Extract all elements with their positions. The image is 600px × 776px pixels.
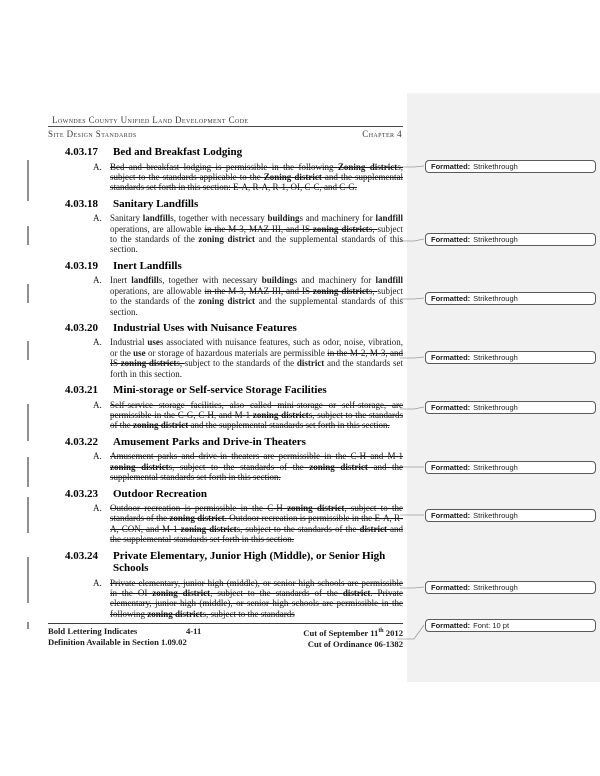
formatted-comment-balloon[interactable]	[425, 401, 596, 414]
formatted-comment-balloon[interactable]	[425, 509, 596, 522]
text-run: th	[378, 628, 384, 635]
text-run: Zoning district	[337, 161, 398, 172]
text-run: in the M-3, MAZ III, and IS	[204, 285, 313, 296]
section-item	[48, 451, 403, 482]
section-item	[48, 337, 403, 379]
text-run: in the M-3, MAZ III, and IS	[204, 223, 313, 234]
item-marker: A.	[93, 451, 102, 462]
text-run: Amusement parks and drive-in theaters are permissible in the C-H and M-1	[110, 451, 403, 462]
section-number: 4.03.22	[65, 435, 98, 448]
text-run: s and machinery for	[299, 213, 376, 224]
item-marker: A.	[93, 161, 102, 172]
section-item	[48, 162, 403, 193]
text-run: zoning district	[198, 234, 256, 245]
page-content	[48, 115, 403, 649]
text-run: Zoning district	[263, 171, 322, 182]
text-run: subject to the standards of the	[184, 358, 297, 369]
section-item	[48, 503, 403, 545]
text-run: Self-service storage facilities, also called mini-storage or self-storage, are permissible in the C-G, C-H, and M-1	[110, 399, 403, 420]
text-run: . Private elementary, junior high (middle), or senior high schools are permissible in the following	[110, 588, 403, 619]
text-run: landfill	[131, 275, 159, 286]
text-run: zoning district	[169, 513, 225, 524]
section-item	[48, 578, 403, 620]
text-run: s associated with nuisance features, such as odor, noise, vibration, or the	[110, 337, 403, 358]
balloon-value: Strikethrough	[473, 582, 518, 592]
balloon-value: Strikethrough	[473, 510, 518, 520]
balloon-label: Formatted:	[431, 293, 471, 303]
footer-rule	[48, 623, 403, 624]
text-run: and the supplemental standards of this section.	[110, 296, 404, 317]
text-run: s,	[368, 223, 378, 234]
formatted-comment-balloon[interactable]	[425, 160, 596, 173]
code-section	[48, 436, 403, 483]
text-run: and the supplemental standards of this section.	[110, 234, 404, 255]
balloon-value: Font: 10 pt	[473, 620, 510, 630]
formatted-comment-balloon[interactable]	[425, 461, 596, 474]
text-run: zoning district	[198, 296, 256, 307]
text-run: and the standards set forth in this section.	[110, 358, 403, 379]
section-title: Mini-storage or Self-service Storage Facilities	[113, 384, 327, 397]
revision-change-bar	[27, 284, 29, 303]
section-title: Industrial Uses with Nuisance Features	[113, 321, 297, 334]
text-run: s, subject to the standards of the	[236, 523, 360, 534]
revision-change-bar	[27, 457, 29, 487]
item-text	[110, 337, 403, 379]
code-section	[48, 322, 403, 379]
section-heading	[48, 146, 403, 159]
item-text	[110, 451, 403, 482]
item-marker: A.	[93, 337, 102, 348]
section-item	[48, 275, 403, 317]
text-run: zoning district	[252, 410, 309, 420]
text-run: s, subject to the standards of the	[168, 461, 310, 472]
footer-page-number: 4-11	[186, 626, 202, 637]
text-run: Private elementary, junior high (middle), or senior high schools are permissible in the OI	[110, 577, 403, 599]
sections-container	[48, 146, 403, 619]
text-run: zoning district	[152, 588, 211, 599]
balloon-label: Formatted:	[431, 161, 471, 171]
text-run: use	[133, 347, 146, 358]
section-heading	[48, 322, 403, 335]
text-run: Sanitary	[110, 213, 143, 224]
code-section	[48, 260, 403, 317]
revision-change-bar	[27, 160, 29, 201]
text-run: landfill	[375, 213, 403, 224]
footer-note-line1: Bold Lettering Indicates	[48, 626, 138, 637]
revision-change-bar	[27, 497, 29, 533]
text-run: operations, are allowable	[110, 223, 205, 234]
footer-note	[48, 626, 187, 649]
text-run: zoning district	[133, 420, 189, 431]
text-run: and the supplemental standards set forth in this section.	[110, 523, 403, 545]
section-number: 4.03.17	[65, 146, 98, 158]
section-heading	[48, 550, 403, 575]
text-run: s, subject to the standards	[202, 608, 295, 619]
footer-cut-ordinance: Cut of Ordinance 06-1382	[307, 638, 403, 649]
text-run: zoning district	[147, 608, 203, 619]
revision-change-bar	[27, 622, 29, 629]
text-run: s, subject to the standards of the	[110, 410, 404, 431]
item-text	[110, 400, 403, 431]
section-item	[48, 213, 403, 255]
section-number: 4.03.20	[65, 321, 98, 334]
text-run: operations, are allowable	[110, 285, 205, 296]
section-heading	[48, 260, 403, 273]
text-run: zoning district	[180, 523, 237, 534]
text-run: s,	[368, 285, 378, 296]
item-marker: A.	[93, 503, 102, 514]
section-title: Private Elementary, Junior High (Middle), or Senior High Schools	[113, 549, 386, 575]
text-run: Outdoor recreation is permissible in the C-H	[110, 503, 288, 514]
revision-change-bar	[27, 226, 29, 245]
text-run: district	[359, 523, 387, 534]
text-run: district	[342, 588, 371, 599]
text-run: and the supplemental standards set forth in this section.	[110, 461, 404, 483]
text-run: , subject to the standards of the	[210, 588, 343, 599]
text-run: zoning district	[312, 223, 369, 234]
balloon-value: Strikethrough	[473, 293, 518, 303]
text-run: subject to the standards of the	[110, 223, 403, 245]
text-run: s, together with necessary	[158, 275, 262, 286]
text-run: Inert	[110, 275, 132, 286]
header-rule	[48, 126, 403, 127]
balloon-label: Formatted:	[431, 402, 471, 412]
balloon-value: Strikethrough	[473, 161, 518, 171]
formatted-comment-balloon[interactable]	[425, 292, 596, 305]
text-run: building	[267, 213, 300, 224]
item-marker: A.	[93, 213, 102, 224]
revision-change-bar	[27, 341, 29, 360]
section-heading	[48, 384, 403, 397]
code-section	[48, 146, 403, 193]
balloon-value: Strikethrough	[473, 234, 518, 244]
item-text	[110, 578, 403, 620]
section-number: 4.03.18	[65, 197, 98, 210]
text-run: and the supplemental standards set forth in this section: E-A, R-A, R-1, OI, C-C, and C-G.	[110, 171, 403, 193]
item-marker: A.	[93, 577, 102, 588]
text-run: zoning district	[309, 461, 368, 472]
section-item	[48, 400, 403, 431]
section-title: Sanitary Landfills	[113, 197, 199, 210]
item-text	[110, 162, 403, 193]
header-chapter-label: Chapter 4	[362, 129, 402, 139]
footer-note-line2: Definition Available in Section 1.09.02	[48, 636, 187, 647]
text-run: . Outdoor recreation is permissible in the E-A, R-A, CON, and M-1	[110, 513, 403, 534]
text-run: zoning district	[120, 358, 177, 369]
header-section-label: Site Design Standards	[48, 129, 137, 139]
text-run: and the supplemental standards set forth in this section.	[188, 420, 390, 431]
code-section	[48, 384, 403, 431]
balloon-label: Formatted:	[431, 582, 471, 592]
balloon-value: Strikethrough	[473, 352, 518, 362]
text-run: zoning district	[110, 461, 169, 472]
formatted-comment-balloon[interactable]	[425, 351, 596, 364]
section-title: Amusement Parks and Drive-in Theaters	[113, 435, 306, 448]
text-run: landfill	[375, 275, 403, 286]
page-footer	[48, 623, 403, 649]
text-run: , subject to the standards of the	[110, 503, 403, 524]
section-number: 4.03.19	[65, 259, 98, 272]
section-title: Outdoor Recreation	[113, 487, 207, 500]
item-text	[110, 503, 403, 545]
section-number: 4.03.21	[65, 384, 98, 397]
section-title: Bed and Breakfast Lodging	[113, 146, 243, 158]
formatted-comment-balloon[interactable]	[425, 233, 596, 246]
balloon-label: Formatted:	[431, 352, 471, 362]
text-run: s, subject to the standards applicable to the	[110, 161, 403, 182]
section-title: Inert Landfills	[113, 259, 182, 272]
item-text	[110, 275, 403, 317]
balloon-value: Strikethrough	[473, 462, 518, 472]
section-number: 4.03.24	[65, 549, 98, 562]
section-heading	[48, 436, 403, 449]
item-marker: A.	[93, 399, 102, 410]
footer-cut-date	[303, 626, 403, 638]
balloon-value: Strikethrough	[473, 402, 518, 412]
text-run: 2012	[383, 628, 403, 639]
text-run: Industrial	[110, 337, 148, 348]
code-section	[48, 488, 403, 545]
section-heading	[48, 488, 403, 501]
text-run: subject to the standards of the	[110, 285, 403, 307]
text-run: building	[261, 275, 294, 286]
text-run: Bed and breakfast lodging is permissible in the following	[110, 161, 338, 172]
balloon-label: Formatted:	[431, 462, 471, 472]
item-marker: A.	[93, 275, 102, 286]
code-section	[48, 198, 403, 255]
balloon-label: Formatted:	[431, 234, 471, 244]
formatted-comment-balloon[interactable]	[425, 619, 596, 632]
text-run: district	[296, 358, 325, 369]
text-run: landfill	[142, 213, 171, 224]
revision-change-bar	[27, 404, 29, 441]
text-run: in the M-2, M-3, and IS	[110, 347, 403, 369]
revision-change-bar	[27, 557, 29, 603]
header-doc-title: Lowndes County Unified Land Development Code	[52, 115, 249, 125]
balloon-label: Formatted:	[431, 620, 471, 630]
page-header	[48, 115, 403, 139]
text-run: s, together with necessary	[170, 213, 268, 224]
text-run: Cut of September 11	[303, 628, 379, 639]
section-heading	[48, 198, 403, 211]
text-run: zoning district	[287, 503, 345, 514]
text-run: s and machinery for	[293, 275, 376, 286]
formatted-comment-balloon[interactable]	[425, 581, 596, 594]
text-run: use	[147, 337, 160, 348]
text-run: s,	[176, 358, 185, 369]
balloon-label: Formatted:	[431, 510, 471, 520]
text-run: or storage of hazardous materials are permissible	[145, 347, 328, 358]
code-section	[48, 550, 403, 620]
section-number: 4.03.23	[65, 487, 98, 500]
item-text	[110, 213, 403, 255]
footer-cut-block	[303, 626, 403, 649]
text-run: zoning district	[312, 285, 369, 296]
